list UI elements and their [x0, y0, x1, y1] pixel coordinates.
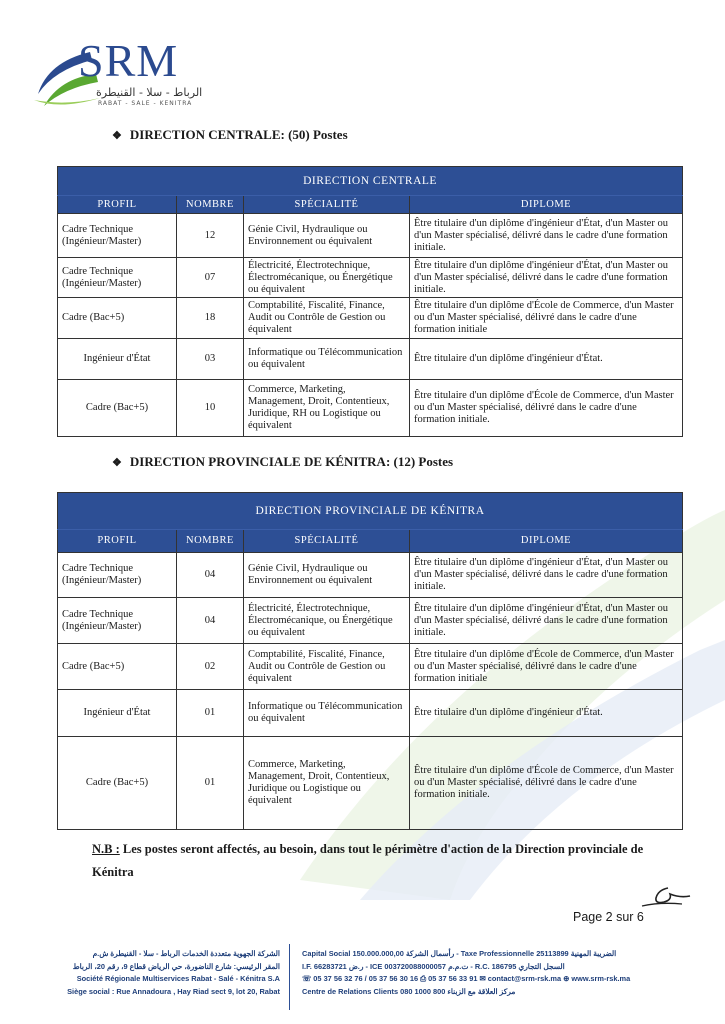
- nombre-cell: 01: [177, 690, 244, 737]
- footer-divider: [289, 944, 290, 1010]
- footer-line: المقر الرئيسي: شارع الناضورة، حي الرياض قطاع 9، رقم 20، الرباط: [72, 961, 280, 971]
- footer-line: Siège social : Rue Annadoura , Hay Riad sect 9, lot 20, Rabat: [67, 986, 280, 996]
- diplome-cell: Être titulaire d'un diplôme d'École de Commerce, d'un Master ou d'un Master spécialisé, délivré dans le cadre d'une formation initiale.: [410, 737, 683, 830]
- diplome-cell: Être titulaire d'un diplôme d'ingénieur d'État.: [410, 339, 683, 380]
- footer-line: ☏ 05 37 56 32 76 / 05 37 56 30 16 ⎙ 05 37 56 33 91 ✉ contact@srm-rsk.ma ⊕ www.srm-rsk.ma: [302, 974, 631, 983]
- nombre-cell: 12: [177, 214, 244, 258]
- profil-cell: Cadre (Bac+5): [58, 737, 177, 830]
- diplome-cell: Être titulaire d'un diplôme d'École de Commerce, d'un Master ou d'un Master spécialisé, délivré dans le cadre d'une formation initiale.: [410, 380, 683, 437]
- profil-cell: Cadre (Bac+5): [58, 644, 177, 690]
- nombre-cell: 02: [177, 644, 244, 690]
- column-header-diplome: DIPLOME: [410, 530, 683, 553]
- nombre-cell: 10: [177, 380, 244, 437]
- diplome-cell: Être titulaire d'un diplôme d'ingénieur d'État.: [410, 690, 683, 737]
- diplome-cell: Être titulaire d'un diplôme d'ingénieur d'État, d'un Master ou d'un Master spécialisé, délivré dans le cadre d'une formation initiale.: [410, 553, 683, 598]
- specialite-cell: Génie Civil, Hydraulique ou Environnement ou équivalent: [244, 553, 410, 598]
- nombre-cell: 03: [177, 339, 244, 380]
- specialite-cell: Commerce, Marketing, Management, Droit, Contentieux, Juridique, RH ou Logistique ou équivalent: [244, 380, 410, 437]
- profil-cell: Cadre (Bac+5): [58, 298, 177, 339]
- footer-company-info: [18, 948, 280, 998]
- table-row: [58, 339, 683, 380]
- column-header-profil: PROFIL: [58, 196, 177, 214]
- column-header-specialite: SPÉCIALITÉ: [244, 530, 410, 553]
- nombre-cell: 04: [177, 598, 244, 644]
- logo-latin: RABAT - SALE - KENITRA: [98, 100, 193, 107]
- table-row: [58, 644, 683, 690]
- diplome-cell: Être titulaire d'un diplôme d'ingénieur d'État, d'un Master ou d'un Master spécialisé, délivré dans le cadre d'une formation initiale.: [410, 598, 683, 644]
- profil-cell: Cadre Technique (Ingénieur/Master): [58, 214, 177, 258]
- profil-cell: Cadre (Bac+5): [58, 380, 177, 437]
- specialite-cell: Électricité, Électrotechnique, Électromécanique, ou Énergétique ou équivalent: [244, 258, 410, 298]
- nombre-cell: 07: [177, 258, 244, 298]
- diplome-cell: Être titulaire d'un diplôme d'ingénieur d'État, d'un Master ou d'un Master spécialisé, délivré dans le cadre d'une formation initiale.: [410, 214, 683, 258]
- footer-line: Capital Social 150.000.000,00 رأسمال الشركة - Taxe Professionnelle 25113899 الضريبة المهنية: [302, 949, 617, 958]
- table-title: DIRECTION CENTRALE: [58, 167, 683, 196]
- section-title-kenitra: ❖ DIRECTION PROVINCIALE DE KÉNITRA: (12) Postes: [112, 454, 454, 469]
- note-paragraph: [92, 838, 672, 884]
- specialite-cell: Informatique ou Télécommunication ou équivalent: [244, 339, 410, 380]
- column-header-nombre: NOMBRE: [177, 530, 244, 553]
- specialite-cell: Électricité, Électrotechnique, Électromécanique, ou Énergétique ou équivalent: [244, 598, 410, 644]
- table-row: [58, 258, 683, 298]
- nombre-cell: 04: [177, 553, 244, 598]
- table-title: DIRECTION PROVINCIALE DE KÉNITRA: [58, 493, 683, 530]
- table-direction-kenitra: [57, 492, 683, 830]
- section-title-centrale: ❖ DIRECTION CENTRALE: (50) Postes: [112, 127, 348, 142]
- table-row: [58, 598, 683, 644]
- profil-cell: Cadre Technique (Ingénieur/Master): [58, 258, 177, 298]
- table-direction-centrale: [57, 166, 683, 437]
- diplome-cell: Être titulaire d'un diplôme d'ingénieur d'État, d'un Master ou d'un Master spécialisé, délivré dans le cadre d'une formation initiale.: [410, 258, 683, 298]
- profil-cell: Ingénieur d'État: [58, 690, 177, 737]
- nombre-cell: 01: [177, 737, 244, 830]
- footer-line: Société Régionale Multiservices Rabat - Salé - Kénitra S.A: [76, 974, 280, 983]
- specialite-cell: Comptabilité, Fiscalité, Finance, Audit ou Contrôle de Gestion ou équivalent: [244, 644, 410, 690]
- diamond-bullet-icon: ❖: [112, 457, 122, 469]
- diplome-cell: Être titulaire d'un diplôme d'École de Commerce, d'un Master ou d'un Master spécialisé, délivré dans le cadre d'une formation initiale: [410, 298, 683, 339]
- specialite-cell: Comptabilité, Fiscalité, Finance, Audit ou Contrôle de Gestion ou équivalent: [244, 298, 410, 339]
- specialite-cell: Informatique ou Télécommunication ou équivalent: [244, 690, 410, 737]
- profil-cell: Cadre Technique (Ingénieur/Master): [58, 598, 177, 644]
- logo-arabic: الرباط - سلا - القنيطرة: [96, 86, 203, 99]
- logo-wordmark: SRM: [78, 35, 179, 86]
- diamond-bullet-icon: ❖: [112, 130, 122, 142]
- nombre-cell: 18: [177, 298, 244, 339]
- specialite-cell: Génie Civil, Hydraulique ou Environnement ou équivalent: [244, 214, 410, 258]
- column-header-diplome: DIPLOME: [410, 196, 683, 214]
- table-row: [58, 690, 683, 737]
- profil-cell: Ingénieur d'État: [58, 339, 177, 380]
- table-row: [58, 298, 683, 339]
- footer-line: Centre de Relations Clients 080 1000 800 مركز العلاقة مع الزبناء: [302, 986, 516, 996]
- footer-contact-info: [302, 948, 714, 998]
- column-header-nombre: NOMBRE: [177, 196, 244, 214]
- specialite-cell: Commerce, Marketing, Management, Droit, Contentieux, Juridique ou Logistique ou équivalent: [244, 737, 410, 830]
- note-label: N.B :: [92, 842, 120, 856]
- note-text: Les postes seront affectés, au besoin, dans tout le périmètre d'action de la Direction provinciale de Kénitra: [92, 842, 644, 879]
- column-header-specialite: SPÉCIALITÉ: [244, 196, 410, 214]
- signature-initials: [640, 884, 692, 910]
- profil-cell: Cadre Technique (Ingénieur/Master): [58, 553, 177, 598]
- table-row: [58, 380, 683, 437]
- table-row: [58, 553, 683, 598]
- table-row: [58, 214, 683, 258]
- diplome-cell: Être titulaire d'un diplôme d'École de Commerce, d'un Master ou d'un Master spécialisé, délivré dans le cadre d'une formation initiale: [410, 644, 683, 690]
- srm-logo: [30, 35, 203, 116]
- footer-line: I.F. 66283721 ر.ض - ICE 003720088000057 ت.م.م - R.C. 186795 السجل التجاري: [302, 961, 565, 971]
- column-header-profil: PROFIL: [58, 530, 177, 553]
- footer-line: الشركة الجهوية متعددة الخدمات الرباط - سلا - القنيطرة ش.م: [92, 949, 280, 958]
- table-row: [58, 737, 683, 830]
- page-number: Page 2 sur 6: [573, 910, 644, 924]
